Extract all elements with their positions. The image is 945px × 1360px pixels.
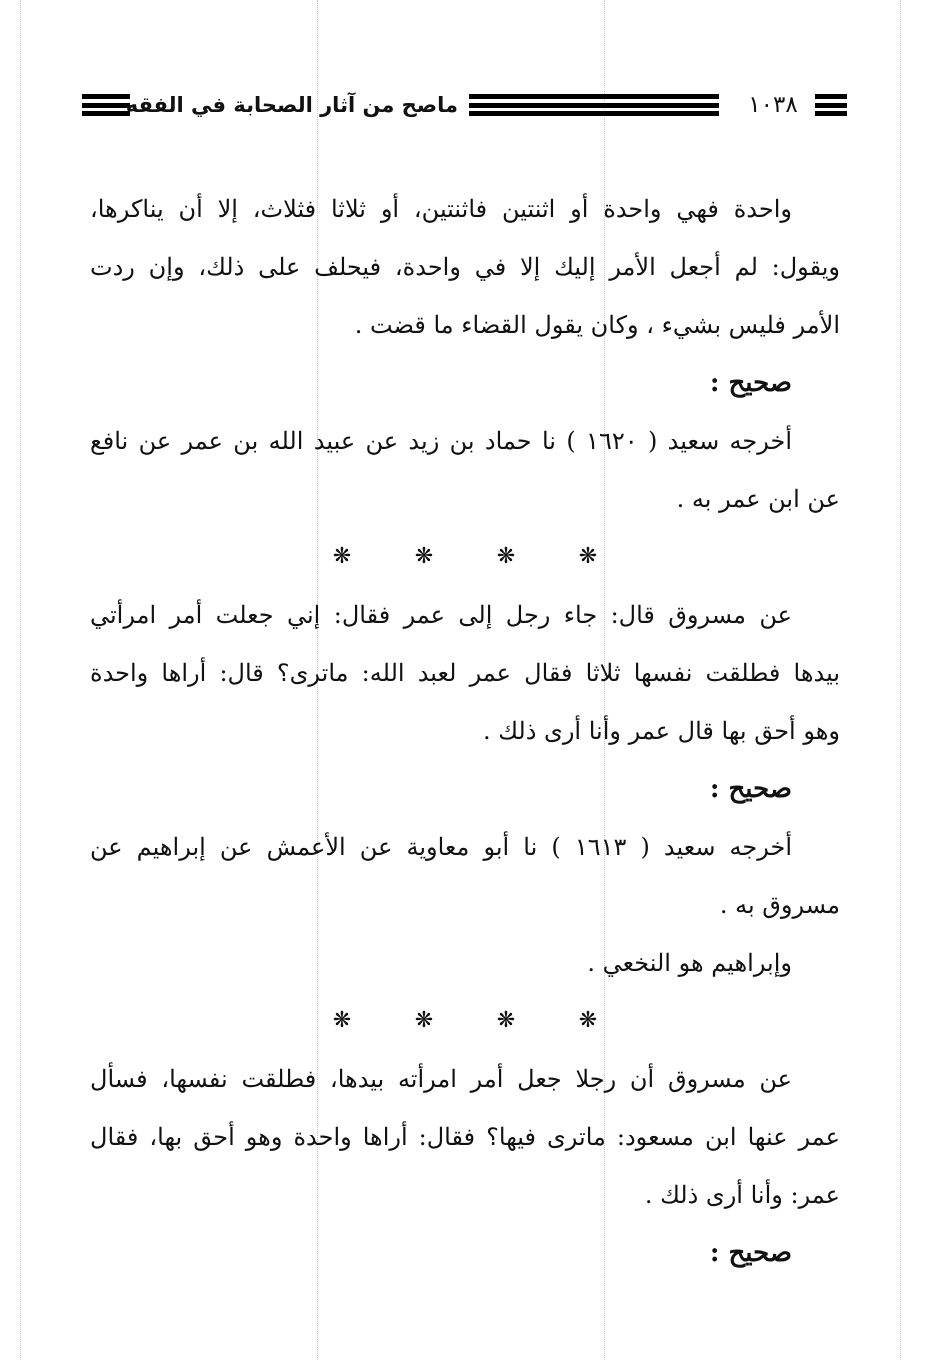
star-ornament: ❋ (414, 1008, 434, 1033)
text-line: عن مسروق قال: جاء رجل إلى عمر فقال: إني جعلت أمر امرأتي (90, 601, 792, 629)
page-number: ١٠٣٨ (748, 92, 798, 118)
star-ornament: ❋ (496, 1008, 516, 1033)
grading-heading: صحيح : (709, 368, 792, 398)
text-line: عمر: وأنا أرى ذلك . (644, 1181, 840, 1209)
star-ornament: ❋ (332, 544, 352, 569)
margin-guide (20, 0, 21, 1360)
page-body (90, 180, 840, 1282)
text-line: بيدها فطلقت نفسها ثلاثا فقال عمر لعبد الله: ماترى؟ قال: أراها واحدة (90, 659, 840, 687)
text-line: وهو أحق بها قال عمر وأنا أرى ذلك . (482, 717, 840, 745)
text-line: الأمر فليس بشيء ، وكان يقول القضاء ما قضت . (354, 311, 840, 339)
text-line: أخرجه سعيد ( ١٦٢٠ ) نا حماد بن زيد عن عبيد الله بن عمر عن نافع (90, 427, 792, 455)
star-ornament: ❋ (578, 544, 598, 569)
star-ornament: ❋ (578, 1008, 598, 1033)
text-line: عن ابن عمر به . (676, 485, 840, 513)
section-separator (90, 992, 840, 1050)
text-line: ويقول: لم أجعل الأمر إليك إلا في واحدة، فيحلف على ذلك، وإن ردت (90, 253, 840, 281)
text-line: واحدة فهي واحدة أو اثنتين فاثنتين، أو ثلاثا فثلاث، إلا أن يناكرها، (90, 195, 792, 223)
text-line: وإبراهيم هو النخعي . (587, 949, 792, 977)
star-ornament: ❋ (496, 544, 516, 569)
margin-guide (900, 0, 901, 1360)
running-title: ماصح من آثار الصحابة في الفقه (125, 93, 458, 117)
header-rule-middle (469, 94, 719, 116)
section-separator (90, 528, 840, 586)
page-header (82, 88, 847, 122)
star-ornament: ❋ (332, 1008, 352, 1033)
text-line: أخرجه سعيد ( ١٦١٣ ) نا أبو معاوية عن الأعمش عن إبراهيم عن (90, 833, 792, 861)
header-rule-left (82, 94, 130, 116)
text-line: عمر عنها ابن مسعود: ماترى فيها؟ فقال: أراها واحدة وهو أحق بها، فقال (90, 1123, 840, 1151)
text-line: عن مسروق أن رجلا جعل أمر امرأته بيدها، فطلقت نفسها، فسأل (90, 1065, 792, 1093)
grading-heading: صحيح : (709, 774, 792, 804)
star-ornament: ❋ (414, 544, 434, 569)
text-line: مسروق به . (719, 891, 840, 919)
header-rule-right (815, 94, 847, 116)
grading-heading: صحيح : (709, 1238, 792, 1268)
